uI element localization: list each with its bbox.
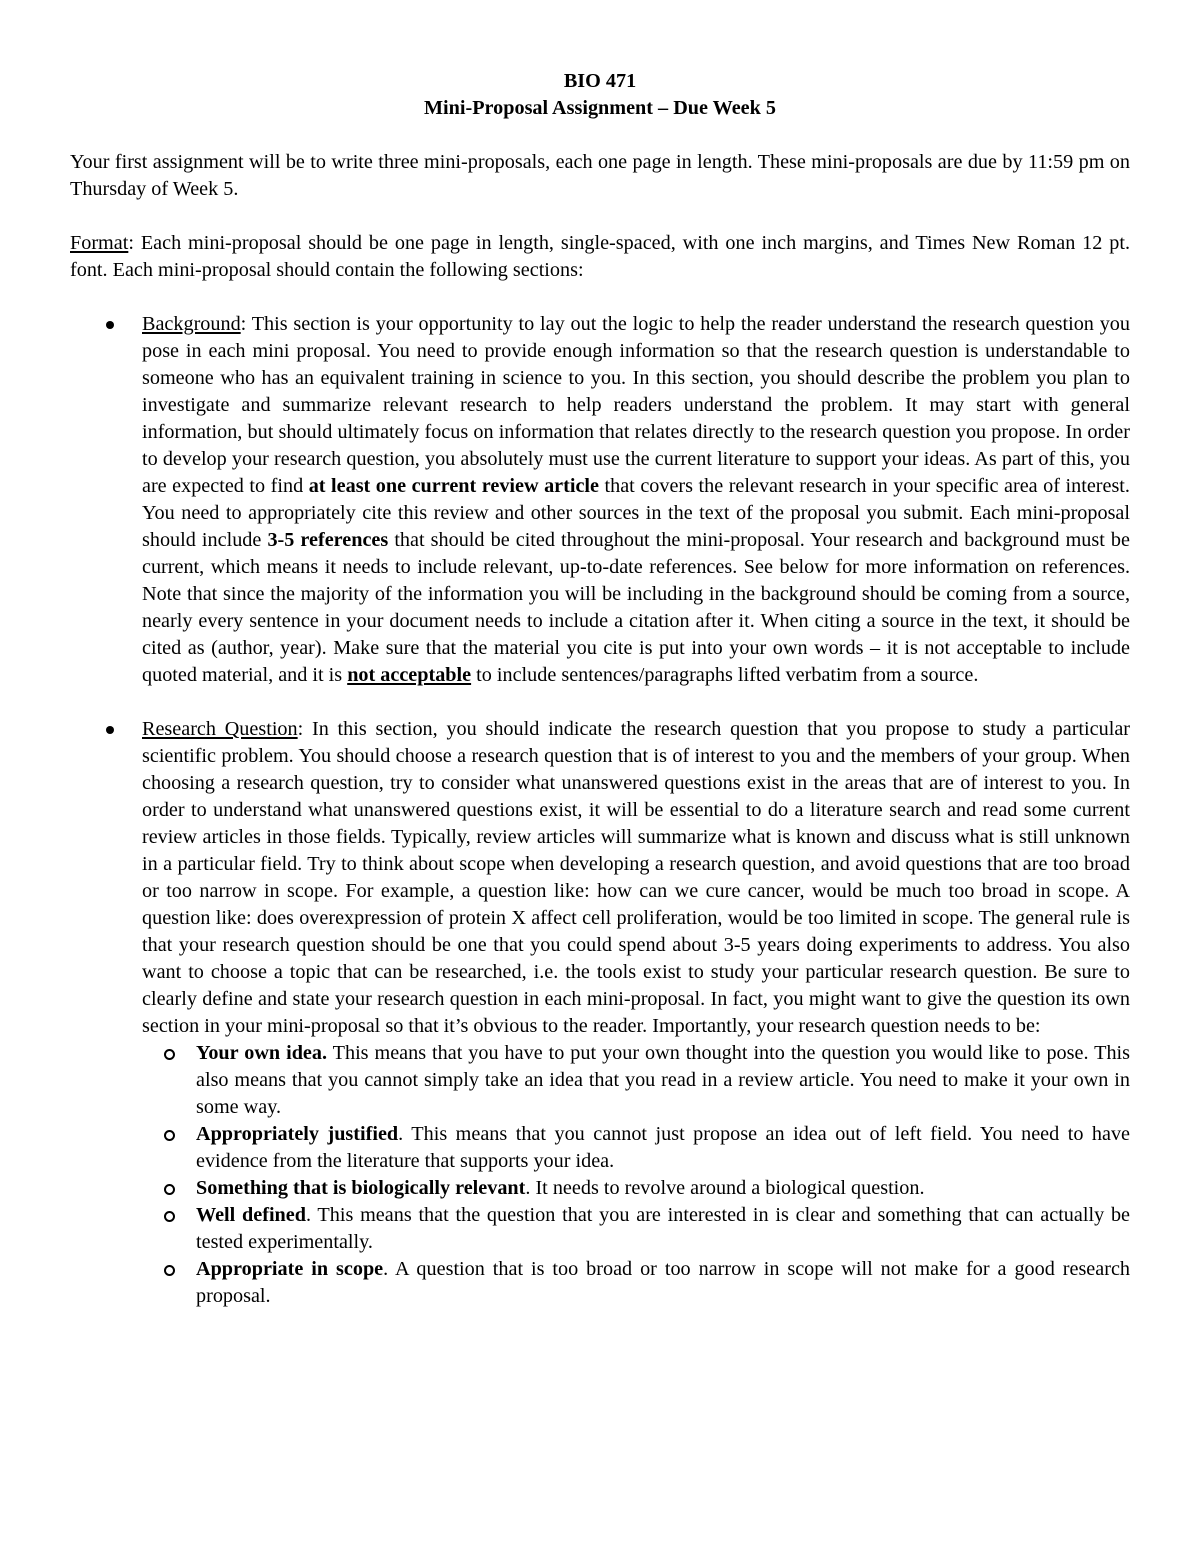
research-label: Research Question	[142, 718, 298, 740]
background-item	[70, 311, 1130, 689]
criteria-item	[142, 1256, 1130, 1310]
background-label: Background	[142, 313, 241, 335]
criteria-text: . A question that is too broad or too narrow in scope will not make for a good research proposal.	[196, 1258, 1131, 1307]
criteria-bold: Something that is biologically relevant	[196, 1177, 526, 1199]
background-text-2: that covers the relevant research in your specific area of interest. You need to appropriately cite this review and other sources in the text of the proposal you submit. Each mini-proposal should include	[142, 475, 1130, 551]
course-code: BIO 471	[563, 70, 637, 92]
background-text-1: : This section is your opportunity to lay out the logic to help the reader understand the research question you pose in each mini proposal. You need to provide enough information so that the research question is understandable to someone who has an equivalent training in science to you. In this section, you should describe the problem you plan to investigate and summarize relevant research to help readers understand the problem. It may start with general information, but should ultimately focus on information that relates directly to the research question you propose. In order to develop your research question, you absolutely must use the current literature to support your ideas. As part of this, you are expected to find	[142, 313, 1130, 497]
research-text: : In this section, you should indicate the research question that you propose to study a particular scientific problem. You should choose a research question that is of interest to you and the members of your group. When choosing a research question, try to consider what unanswered questions exist in the areas that are of interest to you. In order to understand what unanswered questions exist, it will be essential to do a literature search and read some current review articles in those fields. Typically, review articles will summarize what is known and discuss what is still unknown in a particular field. Try to think about scope when developing a research question, and avoid questions that are too broad or too narrow in scope. For example, a question like: how can we cure cancer, would be much too broad in scope. A question like: does overexpression of protein X affect cell proliferation, would be too limited in scope. The general rule is that your research question should be one that you could spend about 3-5 years doing experiments to address. You also want to choose a topic that can be researched, i.e. the tools exist to study your particular research question. Be sure to clearly define and state your research question in each mini-proposal. In fact, you might want to give the question its own section in your mini-proposal so that it’s obvious to the reader. Importantly, your research question needs to be:	[142, 718, 1130, 1037]
criteria-bold: Well defined	[196, 1204, 306, 1226]
background-bold-3: not acceptable	[347, 664, 472, 686]
background-text-3: that should be cited throughout the mini-proposal. Your research and background must be current, which means it needs to include relevant, up-to-date references. See below for more information on references. Note that since the majority of the information you will be including in the background should be coming from a source, nearly every sentence in your document needs to include a citation after it. When citing a source in the text, it should be cited as (author, year). Make sure that the material you cite is put into your own words – it is not acceptable to include quoted material, and it is	[142, 529, 1130, 686]
criteria-text: This means that you have to put your own thought into the question you would like to pose. This also means that you cannot simply take an idea that you read in a review article. You need to make it your own in some way.	[196, 1042, 1130, 1118]
background-bold-1: at least one current review article	[308, 475, 599, 497]
format-label: Format	[70, 232, 129, 254]
background-text-4: to include sentences/paragraphs lifted verbatim from a source.	[471, 664, 979, 686]
circle-bullet-icon	[164, 1265, 175, 1276]
bullet-icon	[106, 321, 114, 329]
assignment-title: Mini-Proposal Assignment – Due Week 5	[424, 97, 776, 119]
circle-bullet-icon	[164, 1049, 175, 1060]
criteria-text: . It needs to revolve around a biological question.	[525, 1177, 925, 1199]
circle-bullet-icon	[164, 1130, 175, 1141]
intro-paragraph: Your first assignment will be to write three mini-proposals, each one page in length. These mini-proposals are due by 11:59 pm on Thursday of Week 5.	[70, 151, 1130, 200]
criteria-item	[142, 1040, 1130, 1121]
document-page	[70, 68, 1130, 1310]
format-paragraph	[70, 230, 1130, 284]
criteria-bold: Appropriately justified	[196, 1123, 399, 1145]
format-text: : Each mini-proposal should be one page in length, single-spaced, with one inch margins, and Times New Roman 12 pt. font. Each mini-proposal should contain the following sections:	[70, 232, 1130, 281]
criteria-bold: Your own idea.	[196, 1042, 328, 1064]
criteria-bold: Appropriate in scope	[196, 1258, 384, 1280]
bullet-icon	[106, 726, 114, 734]
circle-bullet-icon	[164, 1184, 175, 1195]
background-bold-2: 3-5 references	[267, 529, 389, 551]
criteria-item	[142, 1202, 1130, 1256]
criteria-text: . This means that you cannot just propose an idea out of left field. You need to have evidence from the literature that supports your idea.	[196, 1123, 1131, 1172]
criteria-item	[142, 1175, 1130, 1202]
list-spacer	[70, 689, 1130, 716]
research-question-item	[70, 716, 1130, 1310]
circle-bullet-icon	[164, 1211, 175, 1222]
sections-list	[70, 311, 1130, 1310]
criteria-text: . This means that the question that you are interested in is clear and something that can actually be tested experimentally.	[196, 1204, 1130, 1253]
criteria-item	[142, 1121, 1130, 1175]
criteria-list	[142, 1040, 1130, 1310]
